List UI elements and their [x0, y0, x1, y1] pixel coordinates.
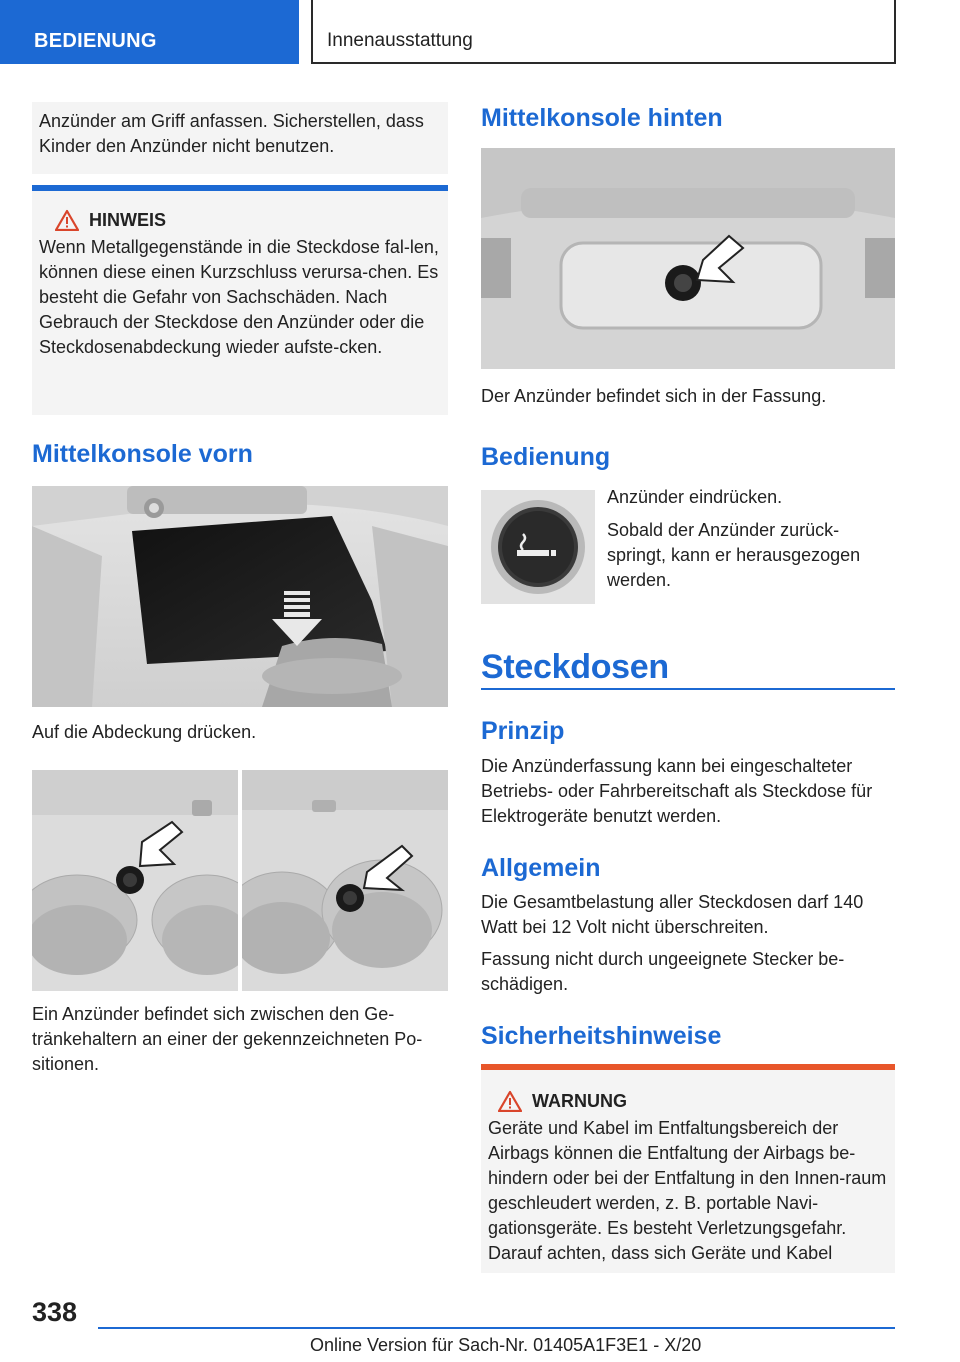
chapter-tab: BEDIENUNG	[0, 0, 299, 64]
bedienung-step1: Anzünder eindrücken.	[607, 487, 783, 507]
rear-console-image	[481, 148, 895, 369]
hinweis-box	[32, 191, 448, 415]
allgemein-text2: Fassung nicht durch ungeeignete Stecker be-schädigen.	[481, 949, 845, 994]
safety-note-continued	[32, 102, 448, 174]
online-version-text: Online Version für Sach-Nr. 01405A1F3E1 - X/20	[310, 1335, 702, 1355]
heading-mittelkonsole-vorn: Mittelkonsole vorn	[32, 440, 253, 468]
cupholder-right-image	[242, 770, 448, 991]
steckdosen-rule	[481, 688, 895, 690]
caption-press-cover: Auf die Abdeckung drücken.	[32, 722, 257, 742]
heading-prinzip: Prinzip	[481, 717, 565, 745]
lighter-button-image	[481, 490, 595, 604]
caption-lighter-in-socket: Der Anzünder befindet sich in der Fassung.	[481, 386, 827, 406]
heading-bedienung: Bedienung	[481, 443, 611, 471]
caption-lighter-between-cupholders: Ein Anzünder befindet sich zwischen den Ge-tränkehaltern an einer der gekennzeichneten Po-sitionen.	[32, 1004, 423, 1074]
warnung-title: WARNUNG	[532, 1090, 627, 1111]
bedienung-step2: Sobald der Anzünder zurück-springt, kann er herausgezogen werden.	[607, 520, 861, 590]
warnung-box	[481, 1070, 895, 1273]
heading-steckdosen: Steckdosen	[481, 648, 669, 686]
hinweis-title: HINWEIS	[89, 209, 167, 230]
heading-allgemein: Allgemein	[481, 854, 601, 882]
warning-triangle-icon	[55, 209, 79, 231]
warnung-text: Geräte und Kabel im Entfaltungsbereich der Airbags können die Entfaltung der Airbags be-hindern oder bei der Entfaltung in den Innen-raum geschleudert werden, z. B. portable Navi-gationsgeräte. Es besteht Verletzungsgefahr. Darauf achten, dass sich Geräte und Kabel	[488, 1118, 887, 1263]
warning-triangle-icon	[498, 1090, 522, 1112]
safety-note-text: Anzünder am Griff anfassen. Sicherstellen, dass Kinder den Anzünder nicht benutzen.	[39, 111, 424, 156]
hinweis-text: Wenn Metallgegenstände in die Steckdose fal-len, können diese einen Kurzschluss verursa-chen. Es besteht die Gefahr von Sachschäden. Nach Gebrauch der Steckdose den Anzünder oder die Steckdosenabdeckung wieder aufste-cken.	[39, 237, 439, 357]
front-console-cover-image	[32, 486, 448, 707]
heading-sicherheitshinweise: Sicherheitshinweise	[481, 1022, 722, 1050]
cupholder-left-image	[32, 770, 238, 991]
page-number: 338	[32, 1297, 78, 1327]
prinzip-text: Die Anzünderfassung kann bei eingeschalteter Betriebs- oder Fahrbereitschaft als Steckdose für Elektrogeräte benutzt werden.	[481, 756, 873, 826]
allgemein-text1: Die Gesamtbelastung aller Steckdosen darf 140 Watt bei 12 Volt nicht überschreiten.	[481, 892, 864, 937]
footer-rule	[98, 1327, 895, 1329]
section-title: Innenausstattung	[311, 0, 896, 64]
heading-mittelkonsole-hinten: Mittelkonsole hinten	[481, 104, 723, 132]
